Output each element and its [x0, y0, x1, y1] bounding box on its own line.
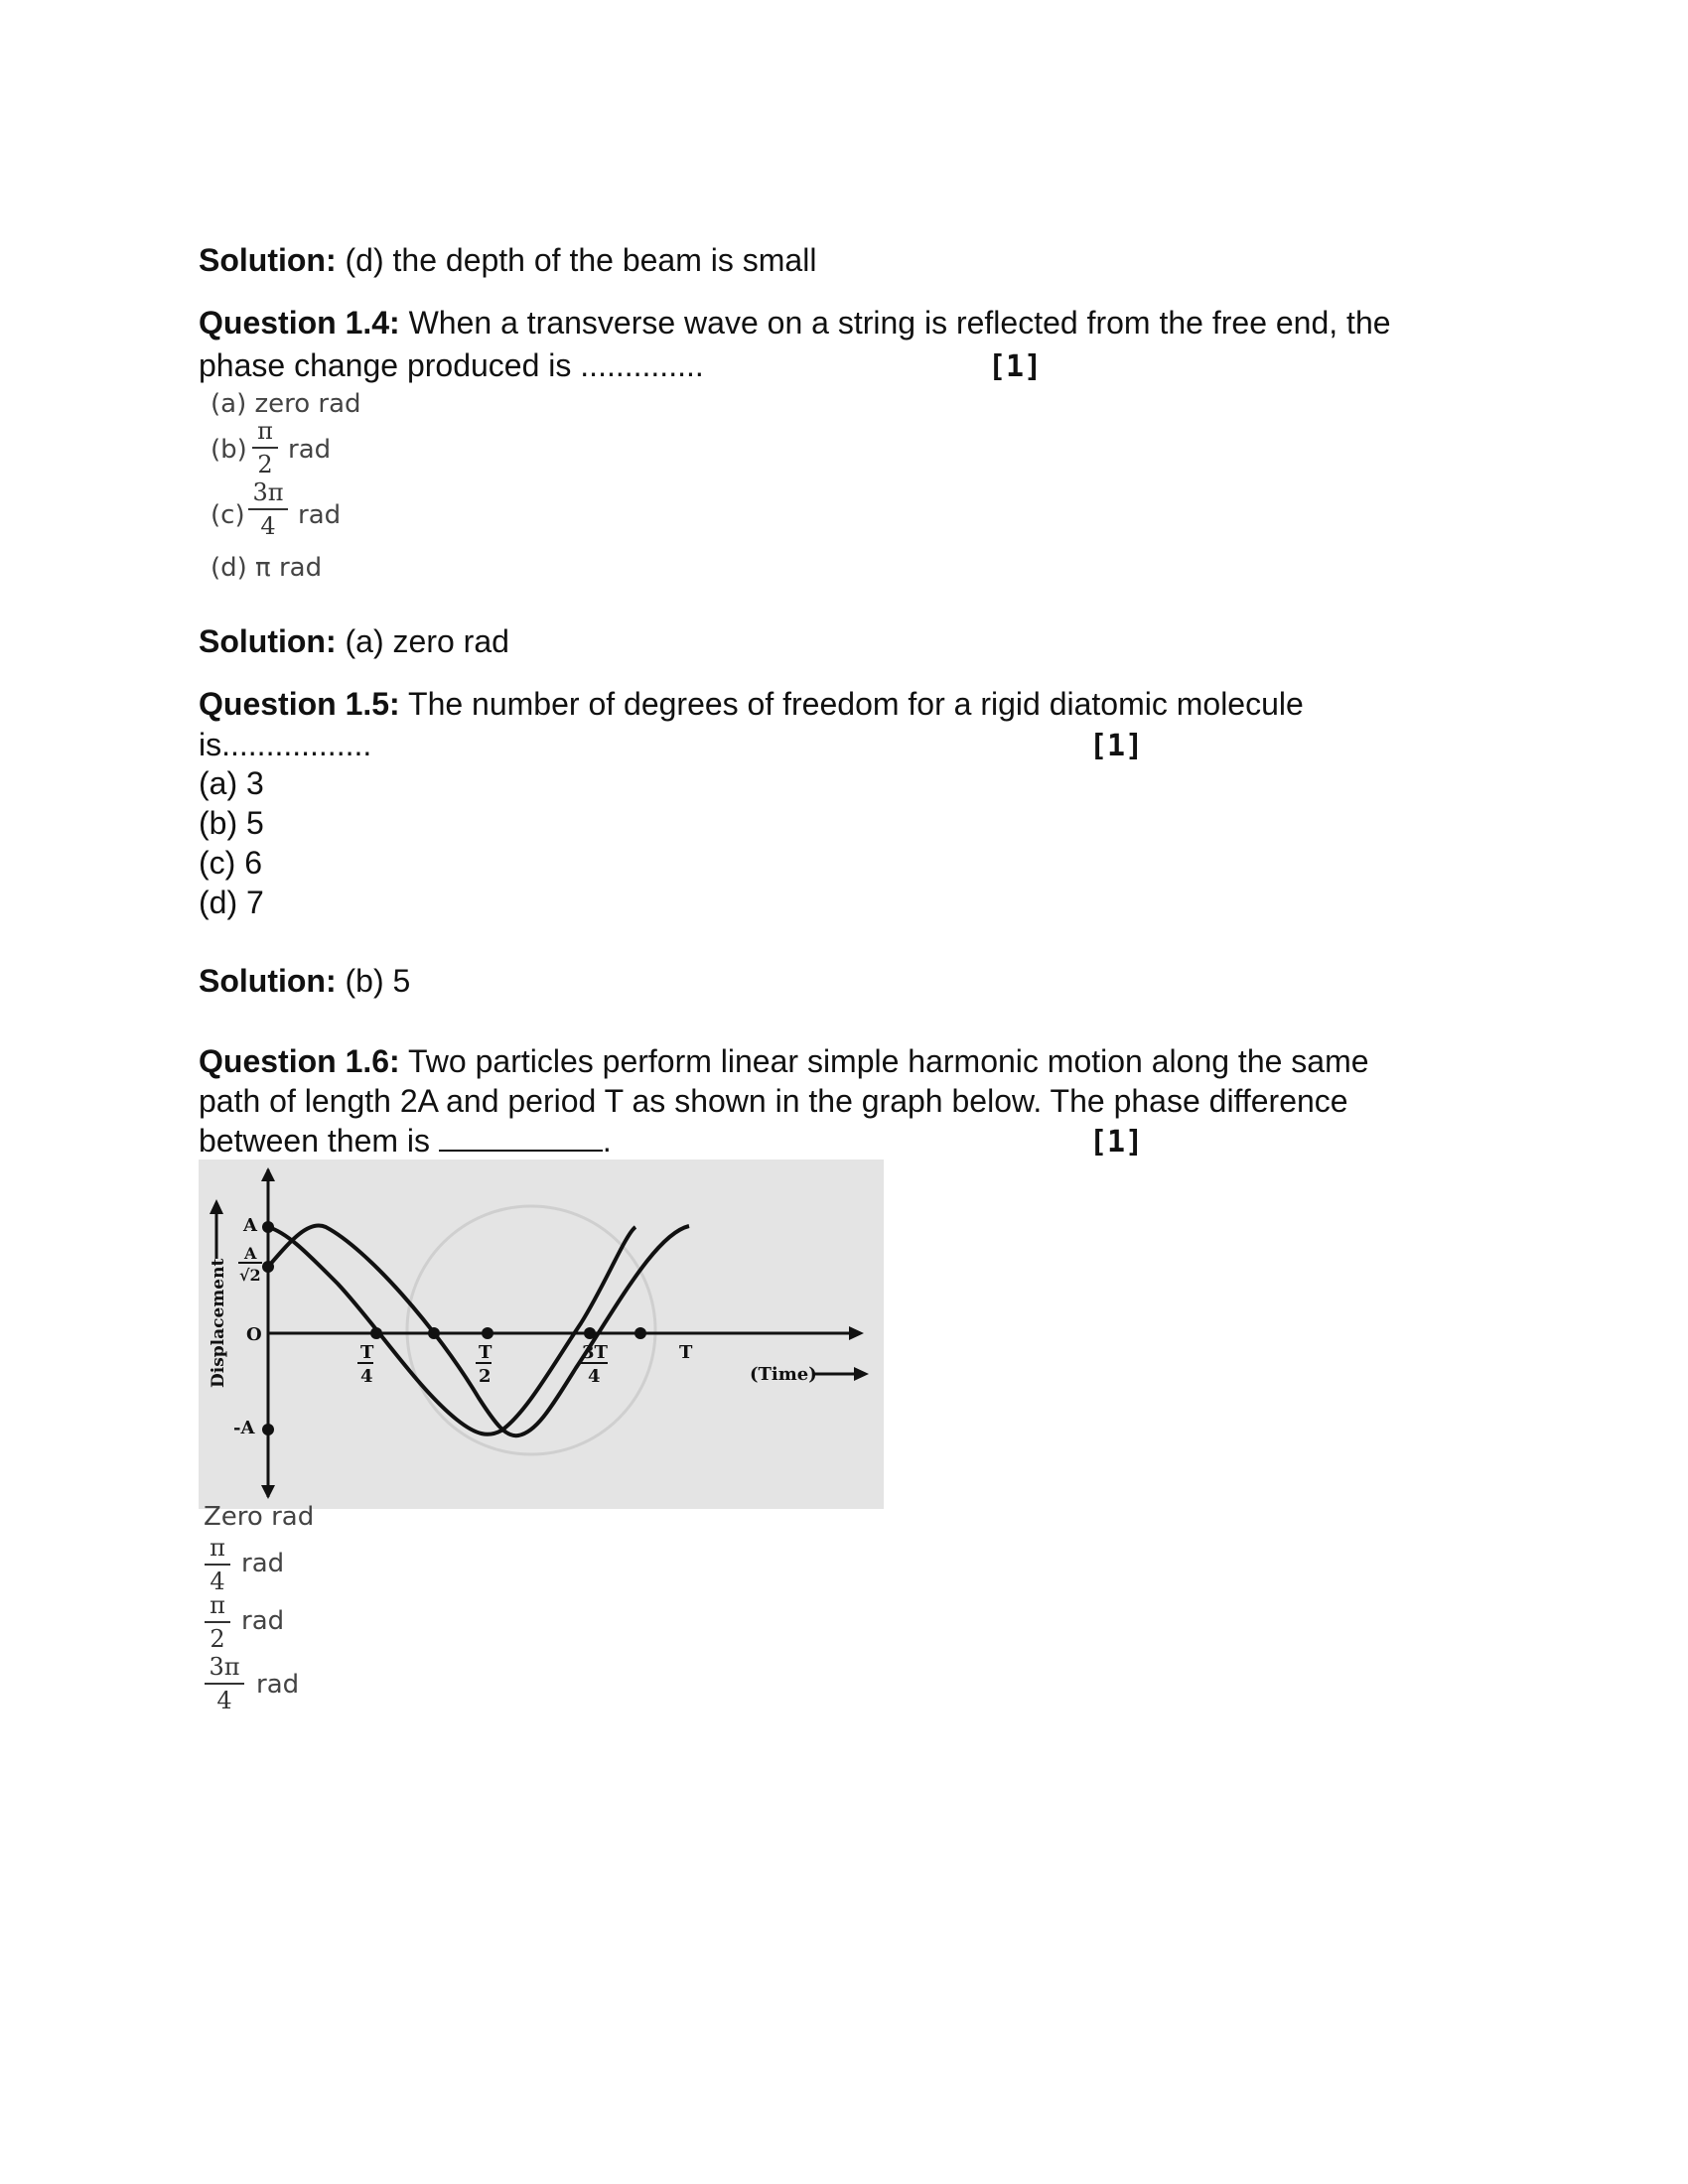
x-tick-t4-num: T: [360, 1342, 374, 1363]
solution-1-5: [199, 961, 410, 1001]
y-tick-a: A: [243, 1215, 257, 1236]
point-minus-a: [262, 1424, 274, 1435]
question-text-line3-end: .: [602, 1123, 612, 1159]
y-tick-a-root2-num: A: [244, 1244, 257, 1263]
option-d: (d) 7: [199, 885, 264, 920]
option-a: Zero rad: [204, 1502, 315, 1532]
marks-badge: [1]: [1089, 729, 1144, 763]
zero-crossing-3: [482, 1327, 493, 1339]
y-tick-origin: O: [246, 1324, 262, 1345]
fraction-denominator: 4: [216, 1687, 232, 1714]
solution-text: (b) 5: [336, 963, 411, 999]
question-text-line3: between them is: [199, 1123, 431, 1159]
question-text-line1: The number of degrees of freedom for a rigid diatomic molecule: [399, 686, 1304, 722]
y-label-arrow-head: [210, 1199, 223, 1214]
x-tick-t2-num: T: [479, 1342, 492, 1363]
fraction-denominator: 2: [257, 451, 273, 478]
question-1-5-line2: [199, 725, 371, 764]
shm-graph-figure: [199, 1160, 884, 1509]
option-c: (c) 6: [199, 845, 262, 881]
question-text-line2: phase change produced is ..............: [199, 347, 704, 383]
option-c-fraction: [248, 478, 288, 540]
y-tick-minus-a: -A: [233, 1418, 255, 1438]
point-a: [262, 1221, 274, 1233]
solution-text: (d) the depth of the beam is small: [336, 242, 817, 278]
question-1-5: [199, 684, 1304, 724]
option-b-prefix: (b): [211, 435, 247, 465]
particle-1-curve: [268, 1225, 689, 1435]
y-axis-arrow-up: [261, 1167, 275, 1181]
marks-badge: [1]: [1089, 1125, 1144, 1160]
solution-label: Solution:: [199, 623, 337, 659]
option-b: (b) 5: [199, 805, 264, 841]
marks-badge: [1]: [988, 349, 1043, 384]
question-label: Question 1.6:: [199, 1043, 400, 1079]
option-d-fraction: [205, 1653, 244, 1714]
y-axis-arrow-down: [261, 1485, 275, 1499]
option-b-unit: rad: [288, 435, 332, 465]
fraction-denominator: 4: [260, 512, 276, 540]
solution-1-4: [199, 621, 509, 661]
option-c-fraction: [205, 1591, 230, 1653]
fraction-denominator: 4: [210, 1568, 225, 1595]
option-a: (a) zero rad: [211, 389, 361, 419]
x-tick-3t4-den: 4: [588, 1366, 601, 1387]
fraction-bar: [248, 508, 288, 510]
fraction-denominator: 2: [210, 1625, 225, 1653]
y-axis-label: Displacement: [209, 1258, 228, 1388]
option-d: (d) π rad: [211, 553, 323, 583]
option-c-unit: rad: [241, 1606, 285, 1636]
fraction-numerator: π: [210, 1591, 225, 1619]
fraction-bar: [205, 1564, 230, 1566]
question-1-6: [199, 1041, 1369, 1081]
question-text-line1: Two particles perform linear simple harmonic motion along the same: [399, 1043, 1369, 1079]
x-tick-3t4-num: 3T: [582, 1342, 608, 1363]
question-1-4: [199, 303, 1391, 342]
question-text-line2: path of length 2A and period T as shown in the graph below. The phase difference: [199, 1083, 1348, 1119]
option-d-unit: rad: [256, 1670, 300, 1700]
solution-label: Solution:: [199, 963, 337, 999]
x-axis-arrow: [849, 1326, 864, 1340]
solution-label: Solution:: [199, 242, 337, 278]
fraction-bar: [252, 447, 278, 449]
solution-text: (a) zero rad: [336, 623, 509, 659]
particle-2-curve: [268, 1227, 635, 1434]
question-1-4-line2: [199, 345, 704, 385]
zero-crossing-5: [634, 1327, 646, 1339]
point-a-root2: [262, 1261, 274, 1273]
time-arrow-head: [854, 1367, 869, 1381]
zero-crossing-4: [584, 1327, 596, 1339]
fraction-numerator: π: [210, 1534, 225, 1562]
watermark-circle: [407, 1206, 655, 1454]
fraction-numerator: 3π: [209, 1653, 240, 1681]
answer-blank: [439, 1124, 603, 1152]
fraction-bar: [205, 1621, 230, 1623]
y-tick-a-root2-den: √2: [239, 1266, 261, 1285]
x-tick-t2-den: 2: [479, 1366, 492, 1387]
option-a: (a) 3: [199, 765, 264, 801]
option-b-fraction: [205, 1534, 230, 1595]
solution-1-3: [199, 240, 816, 280]
x-tick-t: T: [679, 1342, 693, 1363]
fraction-numerator: π: [257, 417, 273, 445]
option-c-unit: rad: [298, 500, 342, 530]
question-1-6-line3: [199, 1121, 612, 1160]
zero-crossing-2: [428, 1327, 440, 1339]
question-label: Question 1.4:: [199, 305, 400, 341]
zero-crossing-1: [370, 1327, 382, 1339]
question-1-6-line2: [199, 1081, 1348, 1121]
x-tick-t4-den: 4: [360, 1366, 373, 1387]
time-label: (Time): [750, 1364, 817, 1385]
option-c-prefix: (c): [211, 500, 245, 530]
question-label: Question 1.5:: [199, 686, 400, 722]
fraction-bar: [205, 1683, 244, 1685]
question-text-line2: is.................: [199, 727, 372, 762]
question-text-line1: When a transverse wave on a string is reflected from the free end, the: [399, 305, 1391, 341]
fraction-numerator: 3π: [252, 478, 284, 506]
option-b-unit: rad: [241, 1549, 285, 1578]
option-b-fraction: [252, 417, 278, 478]
